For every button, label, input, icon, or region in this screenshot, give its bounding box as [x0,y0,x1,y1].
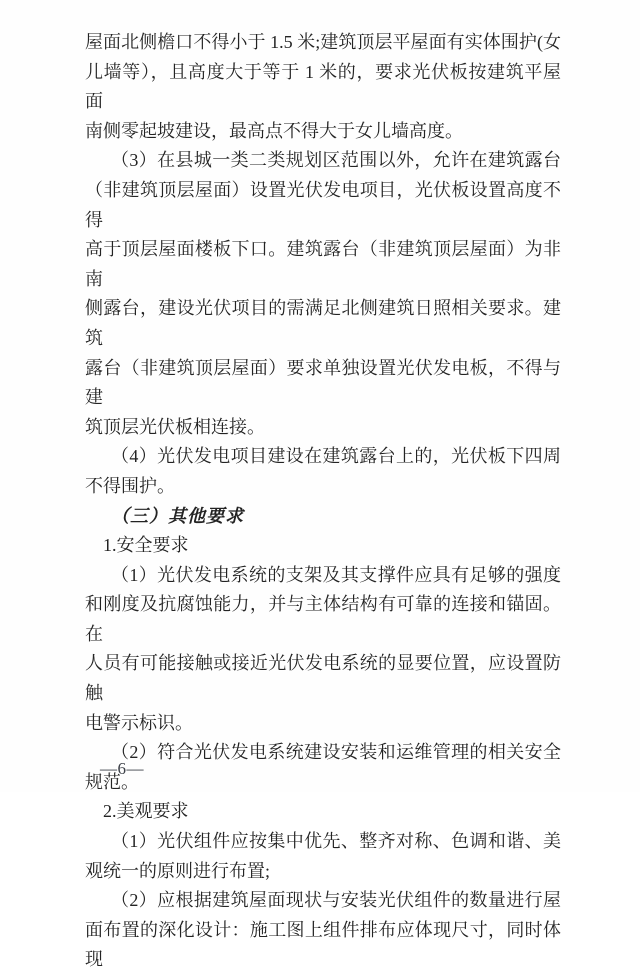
text-line: 不得围护。 [85,475,175,496]
text-line: 规范。 [85,771,139,792]
text-line: （2）应根据建筑屋面现状与安装光伏组件的数量进行屋 [111,890,561,911]
text-line: 面布置的深化设计：施工图上组件排布应体现尺寸，同时体现 [85,919,561,970]
text-line: （非建筑顶层屋面）设置光伏发电项目，光伏板设置高度不得 [85,179,561,230]
text-line: 高于顶层屋面楼板下口。建筑露台（非建筑顶层屋面）为非南 [85,239,561,289]
text-line: 侧露台，建设光伏项目的需满足北侧建筑日照相关要求。建筑 [85,298,561,348]
text-line: 屋面北侧檐口不得小于 1.5 米;建筑顶层平屋面有实体围护(女 [85,32,561,52]
text-line: 观统一的原则进行布置; [85,860,270,881]
text-line: （1）光伏组件应按集中优先、整齐对称、色调和谐、美 [111,831,561,852]
text-line: 露台（非建筑顶层屋面）要求单独设置光伏发电板，不得与建 [85,357,561,408]
text-line: （3）在县城一类二类规划区范围以外，允许在建筑露台 [111,150,561,171]
numbered-subheading: 2.美观要求 [103,801,189,822]
text-line: （2）符合光伏发电系统建设安装和运维管理的相关安全 [111,742,561,763]
text-line: 和刚度及抗腐蚀能力，并与主体结构有可靠的连接和锚固。在 [85,594,561,644]
text-line: （4）光伏发电项目建设在建筑露台上的，光伏板下四周 [111,446,561,467]
section-heading: （三）其他要求 [111,505,244,526]
text-line: 筑顶层光伏板相连接。 [85,416,265,437]
text-line: 人员有可能接触或接近光伏发电系统的显要位置，应设置防触 [85,653,561,704]
text-line: 儿墙等），且高度大于等于 1 米的，要求光伏板按建筑平屋面 [85,61,561,112]
text-line: （1）光伏发电系统的支架及其支撑件应具有足够的强度 [111,564,561,585]
text-line: 电警示标识。 [85,712,193,733]
document-body [85,28,561,975]
text-line: 南侧零起坡建设，最高点不得大于女儿墙高度。 [85,120,463,141]
numbered-subheading: 1.安全要求 [103,535,189,556]
page-number: —6— [100,759,144,778]
